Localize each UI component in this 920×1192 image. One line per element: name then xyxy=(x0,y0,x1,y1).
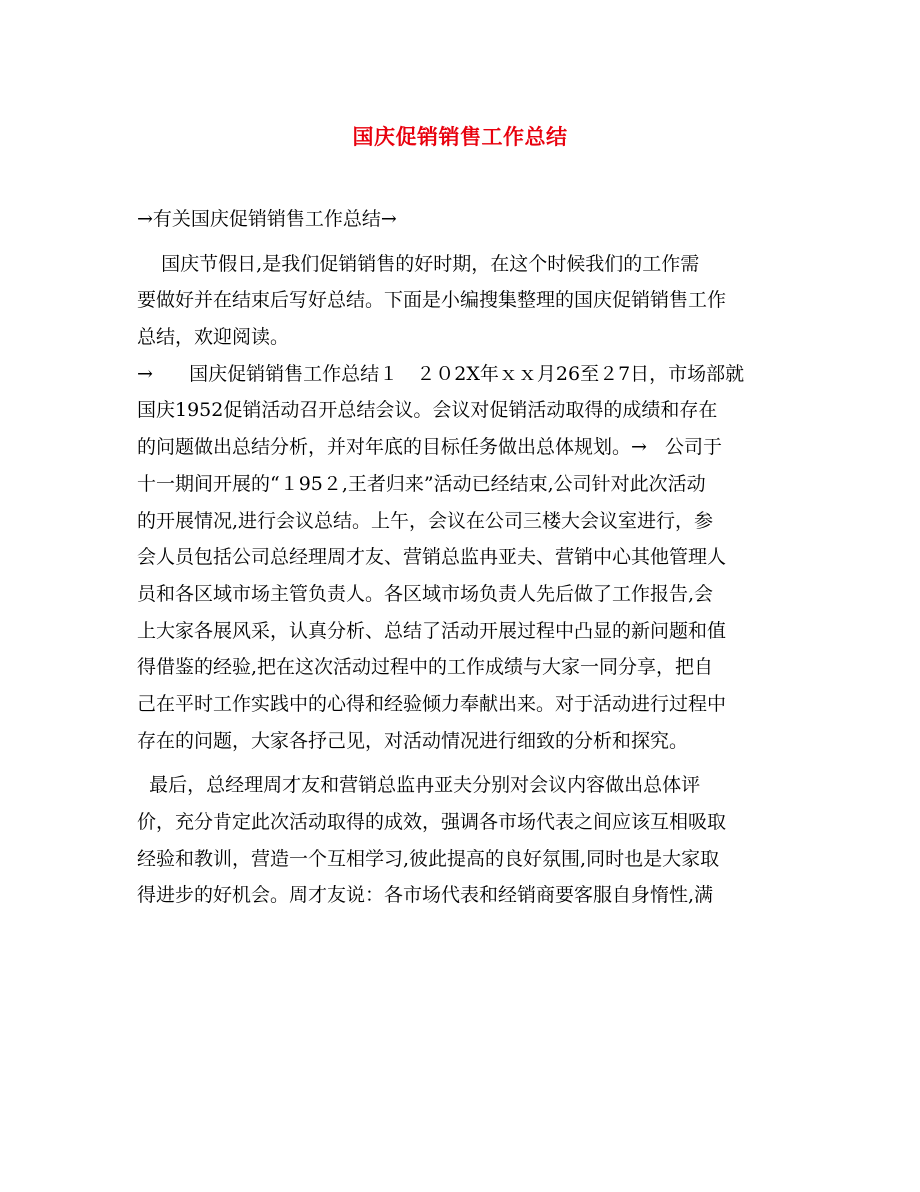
body-line: 十一期间开展的“１95２,王者归来”活动已经结束,公司针对此次活动 xyxy=(137,472,706,495)
body-line: 己在平时工作实践中的心得和经验倾力奉献出来。对于活动进行过程中 xyxy=(137,692,727,715)
body-line: 员和各区域市场主管负责人。各区域市场负责人先后做了工作报告,会 xyxy=(137,582,714,605)
body-line: 得借鉴的经验,把在这次活动过程中的工作成绩与大家一同分享，把自 xyxy=(137,656,714,679)
body-line: 得进步的好机会。周才友说：各市场代表和经销商要客服自身惰性,满 xyxy=(137,884,714,907)
body-line: 价，充分肯定此次活动取得的成效，强调各市场代表之间应该互相吸取 xyxy=(137,811,727,833)
body-line: 最后，总经理周才友和营销总监冉亚夫分别对会议内容做出总体评 xyxy=(137,774,701,797)
paragraph-gap xyxy=(137,238,787,246)
body-line: 国庆1952促销活动召开总结会议。会议对促销活动取得的成绩和存在 xyxy=(137,399,718,422)
document-title: 国庆促销销售工作总结 xyxy=(352,124,568,149)
body-line: → 国庆促销销售工作总结１ ２０2X年ｘｘ月26至２7日，市场部就 xyxy=(137,362,745,385)
body-line: 国庆节假日,是我们促销销售的好时期，在这个时候我们的工作需 xyxy=(137,252,700,275)
body-line: 要做好并在结束后写好总结。下面是小编搜集整理的国庆促销销售工作 xyxy=(137,289,727,312)
body-line: 上大家各展风采，认真分析、总结了活动开展过程中凸显的新问题和值 xyxy=(137,619,727,642)
document-body xyxy=(137,201,787,914)
body-line: 总结，欢迎阅读。 xyxy=(137,326,290,349)
body-line: 会人员包括公司总经理周才友、营销总监冉亚夫、营销中心其他管理人 xyxy=(137,546,727,569)
body-line: 的问题做出总结分析，并对年底的目标任务做出总体规划。→ 公司于 xyxy=(137,436,723,459)
body-line: 经验和教训，营造一个互相学习,彼此提高的良好氛围,同时也是大家取 xyxy=(137,847,720,870)
body-line: →有关国庆促销销售工作总结→ xyxy=(137,208,397,230)
paragraph-gap xyxy=(137,759,787,767)
body-line: 的开展情况,进行会议总结。上午，会议在公司三楼大会议室进行，参 xyxy=(137,509,714,532)
body-line: 存在的问题，大家各抒己见，对活动情况进行细致的分析和探究。 xyxy=(137,729,689,752)
